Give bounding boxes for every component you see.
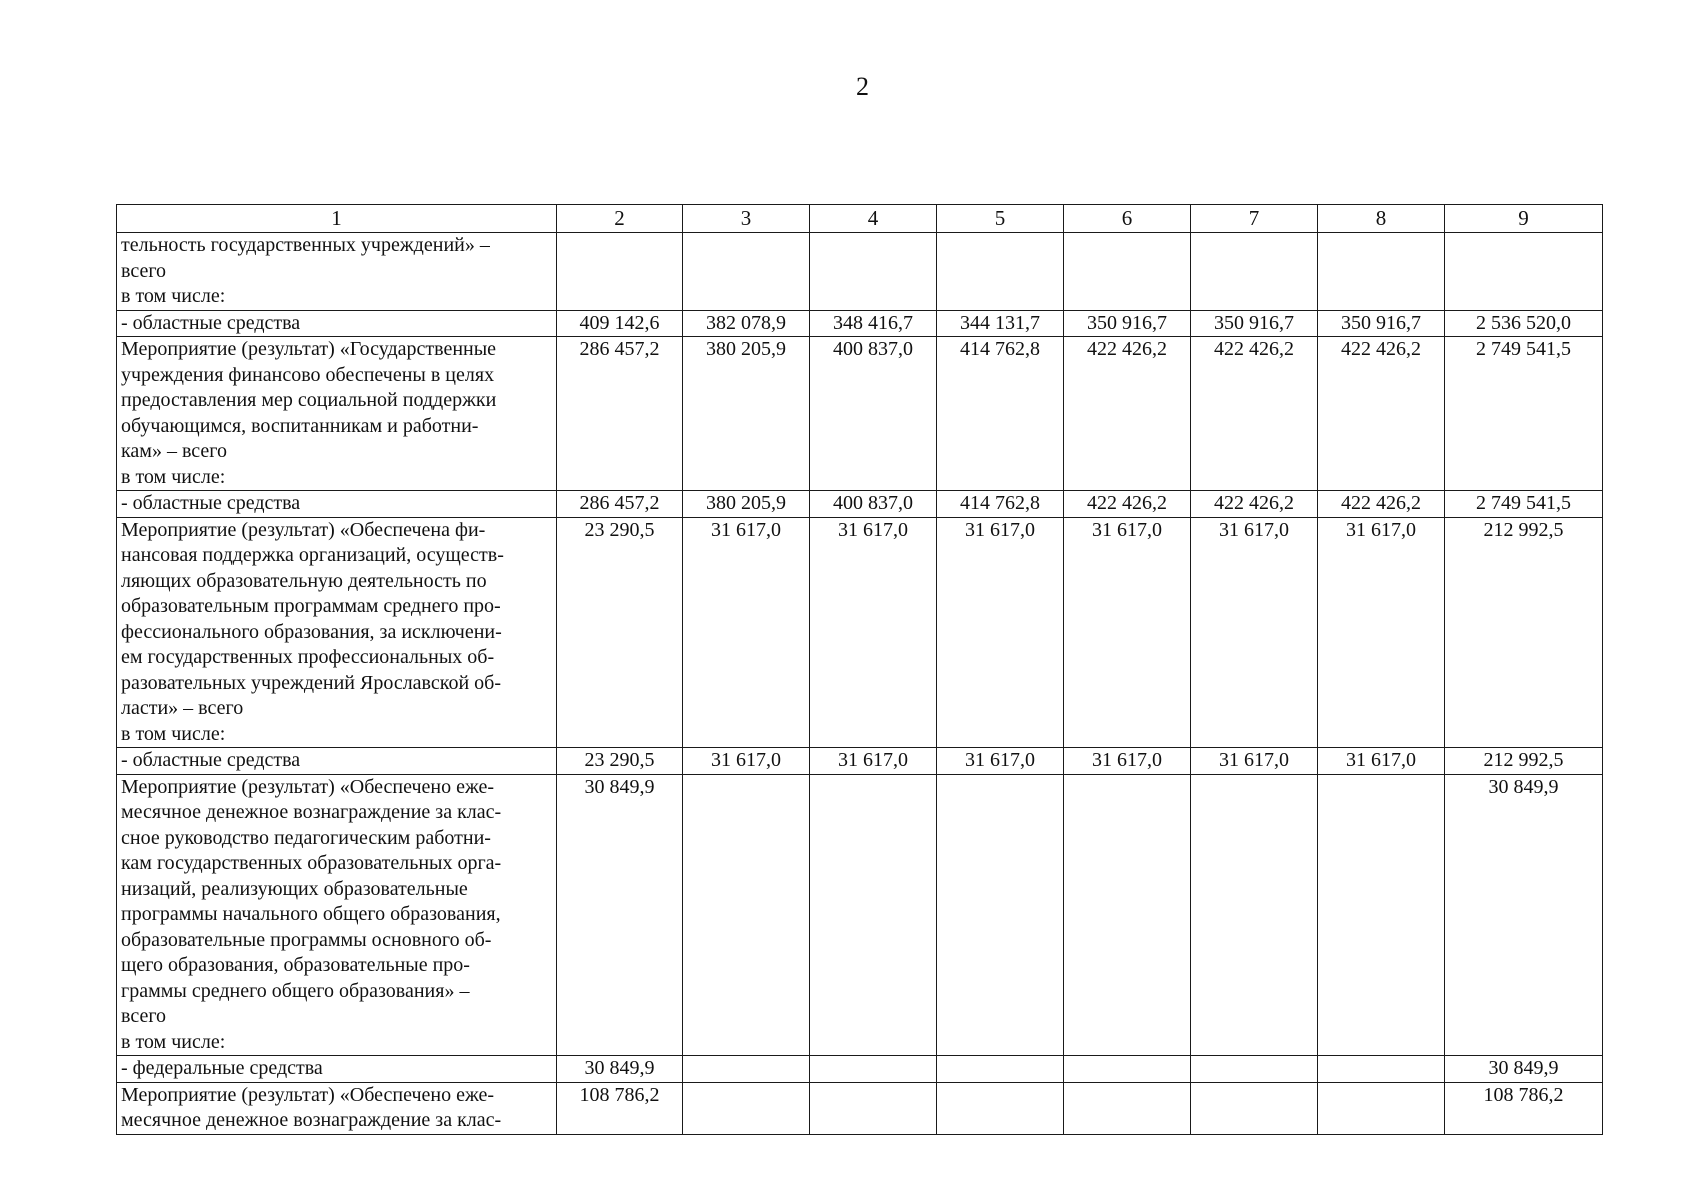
value-cell: 31 617,0 bbox=[1191, 748, 1318, 775]
value-cell: 23 290,5 bbox=[557, 517, 683, 748]
value-cell: 2 536 520,0 bbox=[1445, 310, 1603, 337]
value-cell: 382 078,9 bbox=[683, 310, 810, 337]
value-cell: 286 457,2 bbox=[557, 337, 683, 491]
value-cell: 422 426,2 bbox=[1318, 337, 1445, 491]
column-header: 3 bbox=[683, 205, 810, 233]
column-header: 4 bbox=[810, 205, 937, 233]
budget-table bbox=[116, 204, 1603, 1135]
description-line: образовательные программы основного об- bbox=[121, 928, 492, 951]
description-line: предоставления мер социальной поддержки bbox=[121, 389, 497, 411]
description-line: фессионального образования, за исключени- bbox=[121, 620, 502, 643]
value-cell: 212 992,5 bbox=[1445, 517, 1603, 748]
value-cell bbox=[810, 233, 937, 311]
value-cell: 422 426,2 bbox=[1191, 491, 1318, 518]
value-cell: 31 617,0 bbox=[937, 748, 1064, 775]
description-line: всего bbox=[121, 1005, 167, 1027]
description-line: обучающимся, воспитанникам и работни- bbox=[121, 414, 479, 437]
value-cell: 108 786,2 bbox=[557, 1082, 683, 1134]
column-header: 1 bbox=[117, 205, 557, 233]
value-cell: 31 617,0 bbox=[1318, 748, 1445, 775]
value-cell: 344 131,7 bbox=[937, 310, 1064, 337]
table-row bbox=[117, 337, 1603, 491]
description-line: - областные средства bbox=[121, 492, 301, 514]
row-description bbox=[117, 310, 557, 337]
value-cell: 350 916,7 bbox=[1191, 310, 1318, 337]
value-cell bbox=[810, 1056, 937, 1083]
value-cell: 212 992,5 bbox=[1445, 748, 1603, 775]
value-cell bbox=[1064, 233, 1191, 311]
value-cell bbox=[937, 1056, 1064, 1083]
description-line: месячное денежное вознаграждение за клас- bbox=[121, 1109, 502, 1131]
column-header: 6 bbox=[1064, 205, 1191, 233]
column-header: 5 bbox=[937, 205, 1064, 233]
value-cell bbox=[810, 1082, 937, 1134]
value-cell: 30 849,9 bbox=[1445, 1056, 1603, 1083]
description-line: ем государственных профессиональных об- bbox=[121, 646, 495, 668]
description-line: тельность государственных учреждений» – bbox=[121, 234, 490, 256]
value-cell bbox=[683, 1056, 810, 1083]
column-header: 2 bbox=[557, 205, 683, 233]
value-cell bbox=[1318, 1082, 1445, 1134]
value-cell: 31 617,0 bbox=[810, 517, 937, 748]
value-cell bbox=[1318, 233, 1445, 311]
description-line: программы начального общего образования, bbox=[121, 903, 501, 925]
description-line: Мероприятие (результат) «Обеспечено еже- bbox=[121, 775, 495, 798]
value-cell bbox=[1064, 1082, 1191, 1134]
value-cell: 422 426,2 bbox=[1318, 491, 1445, 518]
row-description bbox=[117, 337, 557, 491]
value-cell: 31 617,0 bbox=[1318, 517, 1445, 748]
description-line: всего bbox=[121, 259, 167, 282]
page-number: 2 bbox=[856, 72, 869, 101]
value-cell: 30 849,9 bbox=[1445, 774, 1603, 1056]
description-line: в том числе: bbox=[121, 285, 226, 307]
value-cell: 422 426,2 bbox=[1064, 337, 1191, 491]
value-cell bbox=[1445, 233, 1603, 311]
value-cell: 422 426,2 bbox=[1191, 337, 1318, 491]
value-cell bbox=[683, 233, 810, 311]
description-line: - областные средства bbox=[121, 749, 301, 771]
table-row bbox=[117, 491, 1603, 518]
value-cell: 23 290,5 bbox=[557, 748, 683, 775]
value-cell: 2 749 541,5 bbox=[1445, 491, 1603, 518]
value-cell bbox=[1191, 233, 1318, 311]
value-cell bbox=[1191, 1056, 1318, 1083]
row-description bbox=[117, 233, 557, 311]
value-cell: 380 205,9 bbox=[683, 491, 810, 518]
value-cell: 31 617,0 bbox=[683, 748, 810, 775]
row-description bbox=[117, 774, 557, 1056]
row-description bbox=[117, 1082, 557, 1134]
value-cell bbox=[683, 1082, 810, 1134]
table-row bbox=[117, 310, 1603, 337]
description-line: в том числе: bbox=[121, 465, 226, 488]
description-line: учреждения финансово обеспечены в целях bbox=[121, 363, 495, 386]
value-cell bbox=[1191, 774, 1318, 1056]
column-number-row bbox=[117, 205, 1603, 233]
column-header: 9 bbox=[1445, 205, 1603, 233]
value-cell: 348 416,7 bbox=[810, 310, 937, 337]
value-cell bbox=[1318, 774, 1445, 1056]
table-row bbox=[117, 1056, 1603, 1083]
value-cell bbox=[1191, 1082, 1318, 1134]
value-cell: 286 457,2 bbox=[557, 491, 683, 518]
description-line: в том числе: bbox=[121, 1030, 226, 1053]
value-cell bbox=[683, 774, 810, 1056]
value-cell: 414 762,8 bbox=[937, 491, 1064, 518]
value-cell: 414 762,8 bbox=[937, 337, 1064, 491]
value-cell: 400 837,0 bbox=[810, 337, 937, 491]
value-cell: 422 426,2 bbox=[1064, 491, 1191, 518]
value-cell: 2 749 541,5 bbox=[1445, 337, 1603, 491]
description-line: сное руководство педагогическим работни- bbox=[121, 826, 491, 849]
description-line: низаций, реализующих образовательные bbox=[121, 877, 468, 900]
value-cell bbox=[937, 774, 1064, 1056]
value-cell: 31 617,0 bbox=[937, 517, 1064, 748]
description-line: ляющих образовательную деятельность по bbox=[121, 569, 487, 592]
value-cell: 31 617,0 bbox=[683, 517, 810, 748]
value-cell bbox=[1318, 1056, 1445, 1083]
value-cell: 400 837,0 bbox=[810, 491, 937, 518]
table-row bbox=[117, 517, 1603, 748]
value-cell: 30 849,9 bbox=[557, 1056, 683, 1083]
table-row bbox=[117, 774, 1603, 1056]
description-line: ласти» – всего bbox=[121, 697, 244, 719]
row-description bbox=[117, 517, 557, 748]
description-line: Мероприятие (результат) «Государственные bbox=[121, 338, 497, 360]
description-line: щего образования, образовательные про- bbox=[121, 954, 470, 976]
row-description bbox=[117, 748, 557, 775]
column-header: 7 bbox=[1191, 205, 1318, 233]
description-line: Мероприятие (результат) «Обеспечена фи- bbox=[121, 518, 486, 541]
value-cell: 350 916,7 bbox=[1318, 310, 1445, 337]
description-line: месячное денежное вознаграждение за клас- bbox=[121, 801, 502, 823]
value-cell: 31 617,0 bbox=[1064, 517, 1191, 748]
description-line: разовательных учреждений Ярославской об- bbox=[121, 671, 501, 694]
table-row bbox=[117, 748, 1603, 775]
table-row bbox=[117, 1082, 1603, 1134]
row-description bbox=[117, 491, 557, 518]
description-line: кам государственных образовательных орга- bbox=[121, 852, 502, 874]
description-line: - областные средства bbox=[121, 311, 301, 334]
value-cell: 409 142,6 bbox=[557, 310, 683, 337]
value-cell: 31 617,0 bbox=[810, 748, 937, 775]
description-line: в том числе: bbox=[121, 722, 226, 745]
table-row bbox=[117, 233, 1603, 311]
value-cell: 31 617,0 bbox=[1191, 517, 1318, 748]
value-cell bbox=[937, 1082, 1064, 1134]
value-cell bbox=[810, 774, 937, 1056]
description-line: - федеральные средства bbox=[121, 1057, 323, 1079]
description-line: образовательным программам среднего про- bbox=[121, 595, 501, 617]
value-cell bbox=[1064, 1056, 1191, 1083]
value-cell: 350 916,7 bbox=[1064, 310, 1191, 337]
value-cell: 108 786,2 bbox=[1445, 1082, 1603, 1134]
row-description bbox=[117, 1056, 557, 1083]
value-cell: 30 849,9 bbox=[557, 774, 683, 1056]
description-line: граммы среднего общего образования» – bbox=[121, 979, 470, 1002]
description-line: кам» – всего bbox=[121, 440, 227, 462]
column-header: 8 bbox=[1318, 205, 1445, 233]
value-cell: 31 617,0 bbox=[1064, 748, 1191, 775]
value-cell bbox=[1064, 774, 1191, 1056]
value-cell bbox=[937, 233, 1064, 311]
description-line: Мероприятие (результат) «Обеспечено еже- bbox=[121, 1083, 495, 1106]
description-line: нансовая поддержка организаций, осуществ- bbox=[121, 544, 504, 566]
value-cell bbox=[557, 233, 683, 311]
value-cell: 380 205,9 bbox=[683, 337, 810, 491]
